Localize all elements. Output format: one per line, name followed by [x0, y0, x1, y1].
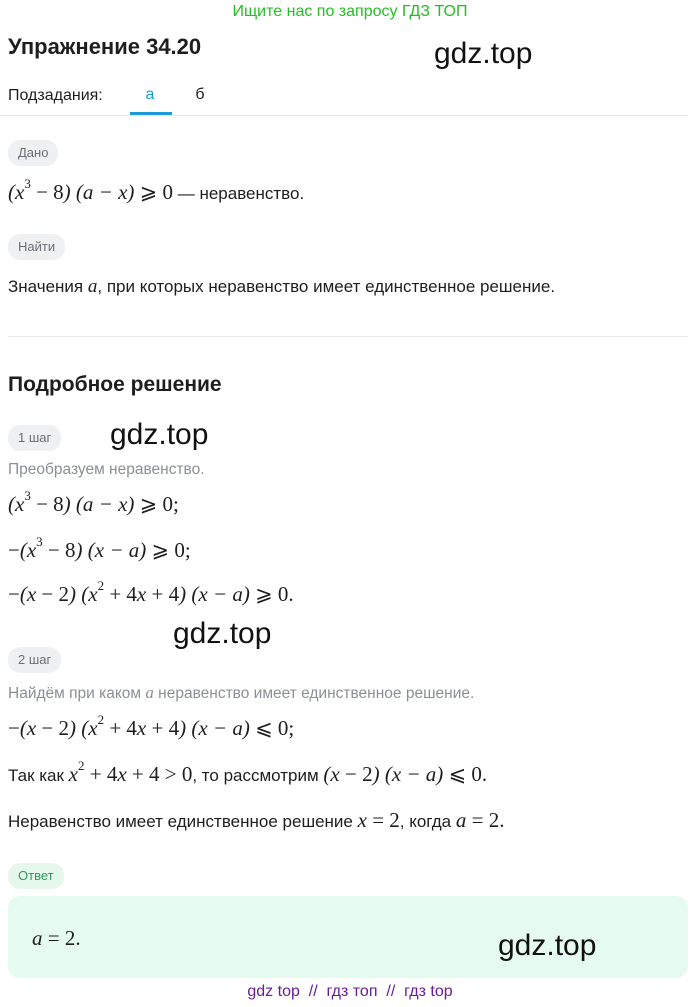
given-statement	[8, 178, 304, 209]
find-statement	[8, 276, 555, 298]
tab-subtask-a[interactable]: а	[145, 86, 155, 103]
step-2-line-3-math-1: x = 2	[357, 808, 400, 832]
given-pill: Дано	[8, 140, 58, 166]
given-expression: $(x^3 - 8) (a - x)$ ⩾ 0	[8, 176, 174, 204]
answer-pill: Ответ	[8, 863, 64, 889]
step-2-line-3-math-2: a = 2.	[455, 808, 505, 832]
tab-subtask-b[interactable]: б	[195, 86, 205, 103]
section-divider	[8, 336, 688, 337]
step-1-line-3: −(x − 2) $(x^2 + 4x + 4) (x - a)$ ⩾ 0.	[8, 578, 294, 606]
step-2-line-2-text-1: Так как	[8, 766, 69, 785]
step-2-line-1: −(x − 2) $(x^2 + 4x + 4) (x - a)$ ⩽ 0;	[8, 712, 295, 740]
step-2-pill: 2 шаг	[8, 647, 61, 673]
watermark: gdz.top	[173, 617, 272, 650]
find-var: a	[87, 276, 98, 297]
solution-title: Подробное решение	[8, 373, 222, 396]
given-suffix: — неравенство.	[173, 184, 305, 203]
search-banner: Ищите нас по запросу ГДЗ ТОП	[232, 3, 468, 20]
footer-links[interactable]: gdz top // гдз топ // гдз top	[247, 983, 453, 1000]
step-1-line-1: $(x^3 - 8) (a - x)$ ⩾ 0;	[8, 488, 179, 516]
step-2-caption-var: a	[145, 683, 154, 702]
watermark: gdz.top	[498, 929, 597, 962]
step-1-caption: Преобразуем неравенство.	[8, 461, 205, 478]
step-2-caption	[8, 683, 474, 703]
subtasks-label: Подзадания:	[8, 87, 103, 104]
step-2-line-2-math-2: (x − 2) (x − a) ⩽ 0.	[323, 762, 488, 786]
step-2-line-3-text-1: Неравенство имеет единственное решение	[8, 812, 358, 831]
step-2-line-2-text-2: , то рассмотрим	[192, 766, 324, 785]
step-2-line-2	[8, 758, 488, 787]
watermark: gdz.top	[110, 418, 209, 451]
answer-value: a = 2.	[32, 926, 81, 950]
find-pill: Найти	[8, 234, 65, 260]
tabs-divider	[0, 115, 688, 116]
step-2-caption-before: Найдём при каком	[8, 685, 146, 702]
watermark: gdz.top	[434, 37, 533, 70]
step-2-caption-after: неравенство имеет единственное решение.	[153, 685, 475, 702]
page-title: Упражнение 34.20	[8, 34, 202, 59]
step-2-line-2-math-1: $x^2 + 4x + 4 > 0$	[68, 758, 193, 786]
find-text-before: Значения	[8, 277, 88, 296]
step-2-line-3-text-2: , когда	[399, 812, 456, 831]
step-1-pill: 1 шаг	[8, 425, 61, 451]
find-text-after: , при которых неравенство имеет единственное решение.	[97, 277, 556, 296]
step-2-line-3	[8, 808, 504, 833]
step-1-line-2: $-(x^3 - 8) (x - a)$ ⩾ 0;	[8, 534, 191, 562]
